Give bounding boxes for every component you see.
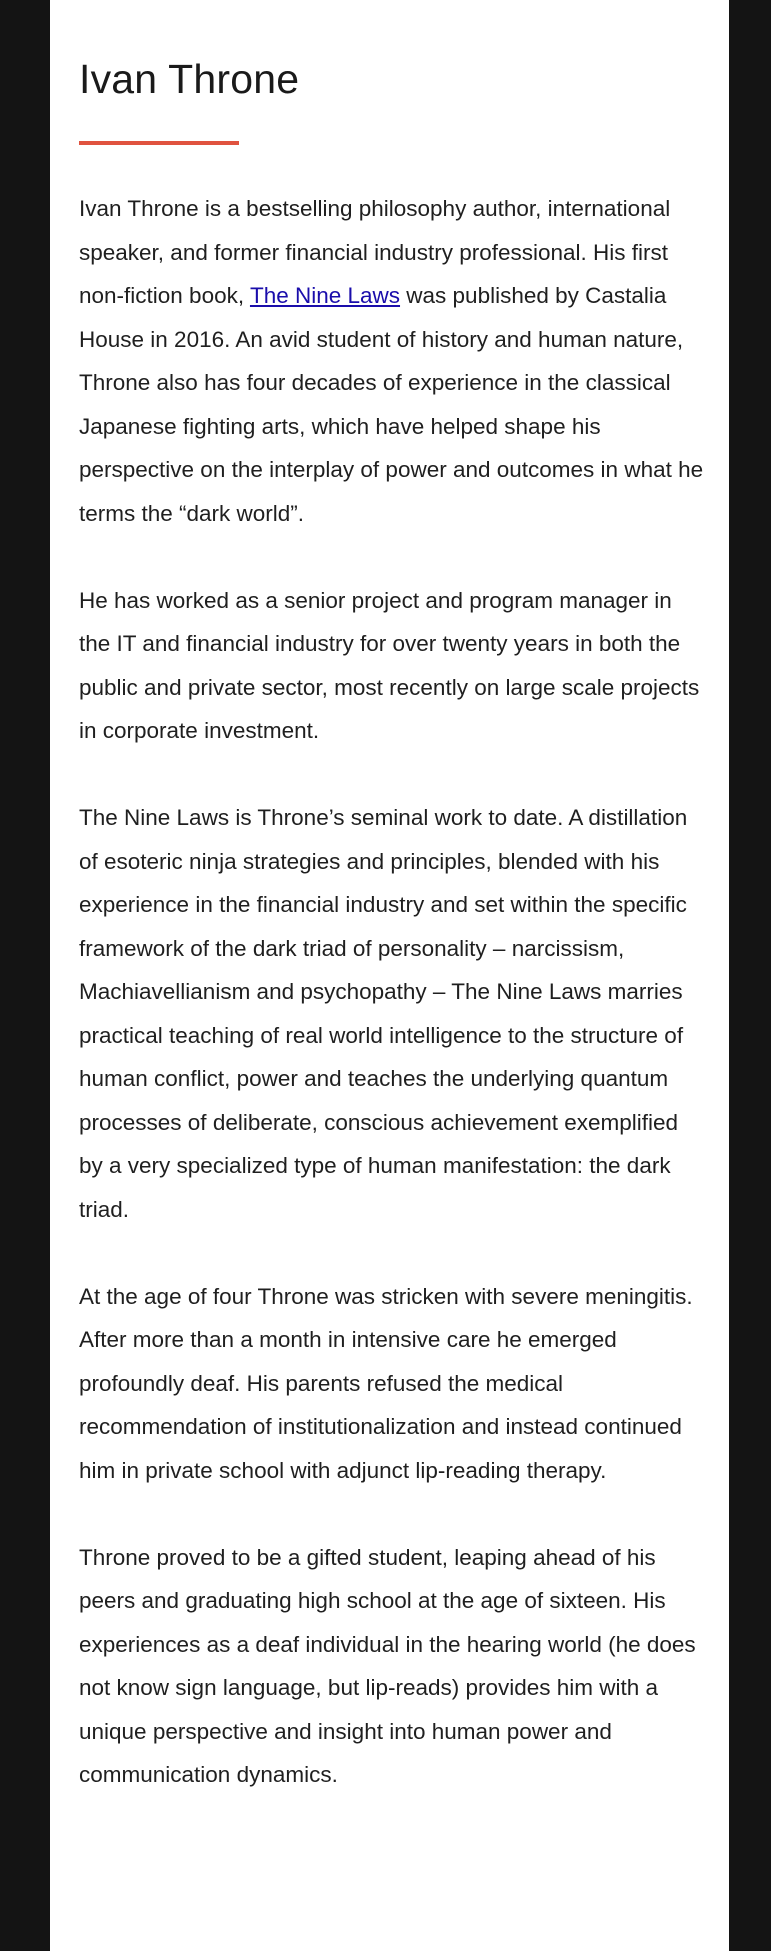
paragraph-intro-text-before: Ivan Throne is a bestselling philosophy author, international speaker, and former financial industry professional. His first non-fiction book, <box>79 196 671 308</box>
the-nine-laws-link[interactable]: The Nine Laws <box>249 283 401 308</box>
title-divider <box>79 141 239 145</box>
page-column <box>50 0 729 1951</box>
paragraph-intro-text-after: was published by Castalia House in 2016. An avid student of history and human nature, Throne also has four decades of experience in the classical Japanese fighting arts, which have helped shape his perspective on the interplay of power and outcomes in what he terms the “dark world”. <box>79 283 704 526</box>
page-title: Ivan Throne <box>79 56 300 102</box>
paragraph-education: Throne proved to be a gifted student, leaping ahead of his peers and graduating high school at the age of sixteen. His experiences as a deaf individual in the hearing world (he does not know sign language, but lip-reads) provides him with a unique perspective and insight into human power and communication dynamics. <box>79 1544 696 1787</box>
paragraph-career: He has worked as a senior project and program manager in the IT and financial industry for over twenty years in both the public and private sector, most recently on large scale projects in corporate investment. <box>79 587 700 743</box>
paragraph-childhood: At the age of four Throne was stricken with severe meningitis. After more than a month in intensive care he emerged profoundly deaf. His parents refused the medical recommendation of institutionalization and instead continued him in private school with adjunct lip-reading therapy. <box>79 1283 693 1483</box>
article <box>79 0 705 1840</box>
article-body <box>79 187 705 1797</box>
paragraph-intro <box>79 187 705 535</box>
paragraph-nine-laws: The Nine Laws is Throne’s seminal work to date. A distillation of esoteric ninja strategies and principles, blended with his experience in the financial industry and set within the specific framework of the dark triad of personality – narcissism, Machiavellianism and psychopathy – The Nine Laws marries practical teaching of real world intelligence to the structure of human conflict, power and teaches the underlying quantum processes of deliberate, conscious achievement exemplified by a very specialized type of human manifestation: the dark triad. <box>79 805 688 1222</box>
